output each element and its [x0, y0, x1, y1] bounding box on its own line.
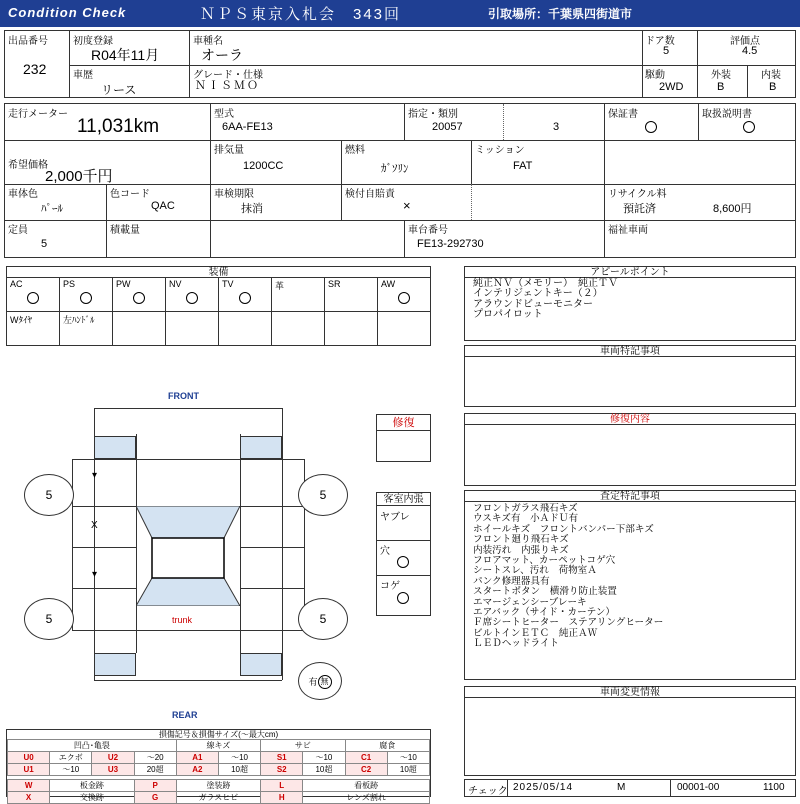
trunk-label: trunk — [172, 615, 193, 625]
vehicle-details-panel — [4, 103, 796, 258]
rear-label: REAR — [172, 710, 198, 720]
fuel-value: ｶﾞｿﾘﾝ — [381, 163, 409, 175]
appeal-panel — [464, 266, 796, 341]
legend-desc: ～10 — [303, 752, 345, 764]
equipment-cell — [7, 312, 60, 346]
cabin-ana-mark — [397, 556, 409, 568]
check-date: 2025/05/14 — [513, 782, 574, 793]
appeal-text: 純正ＮＶ（メモリー） 純正ＴＶ インテリジェントキー（２） アラウンドビューモニター プロパイロット — [473, 278, 618, 321]
door-handle-icon: ▾ — [92, 470, 98, 481]
equipment-cell — [166, 278, 219, 312]
color-value: ﾊﾟｰﾙ — [41, 203, 63, 215]
legend-code: C1 — [345, 752, 387, 764]
cabin-panel — [376, 492, 431, 616]
equipment-title: 装備 — [7, 267, 430, 278]
class-number-2: 3 — [553, 121, 560, 133]
cabin-koge-mark — [397, 592, 409, 604]
spare-label: 有 — [308, 677, 318, 687]
check-label: チェック — [468, 786, 508, 797]
repair-detail-panel — [464, 413, 796, 486]
doors-value: 5 — [663, 45, 670, 57]
equipment-present-mark — [398, 292, 410, 304]
mileage-value: 11,031km — [77, 116, 160, 137]
model-code-label: 型式 — [214, 109, 234, 120]
legend-code: H — [261, 792, 303, 804]
grade-value: ＮＩＳＭＯ — [195, 80, 260, 92]
brand-title: Condition Check — [8, 5, 127, 20]
insurance-value: × — [403, 198, 411, 213]
exterior-value: B — [717, 81, 725, 93]
equipment-cell — [60, 312, 113, 346]
legend-code: A1 — [176, 752, 218, 764]
legend-table — [7, 739, 430, 804]
color-label: 車体色 — [8, 189, 38, 200]
first-reg-label: 初度登録 — [73, 36, 113, 47]
equipment-cell — [7, 278, 60, 312]
cabin-yabure-label: ヤブレ — [380, 512, 410, 523]
class-number: 20057 — [432, 121, 463, 133]
inspection-label: 車検期限 — [214, 189, 254, 200]
equipment-present-mark — [80, 292, 92, 304]
legend-code: A2 — [176, 764, 218, 776]
mission-value: FAT — [513, 160, 533, 172]
color-code-value: QAC — [151, 200, 175, 212]
equipment-code: 革 — [275, 281, 285, 291]
cabin-koge-label: コゲ — [380, 581, 400, 592]
legend-desc: 看板跡 — [303, 780, 430, 792]
legend-code: S2 — [261, 764, 303, 776]
check-number: 00001-00 — [677, 782, 720, 793]
equipment-code: PS — [63, 279, 76, 289]
check-mark: M — [617, 782, 626, 793]
legend-desc: 10超 — [218, 764, 260, 776]
legend-code: U1 — [8, 764, 50, 776]
doors-label: ドア数 — [645, 36, 675, 47]
legend-title: 損傷記号＆損傷サイズ(～最大cm) — [158, 730, 279, 739]
equipment-option: 左ﾊﾝﾄﾞﾙ — [63, 315, 95, 325]
appeal-title: アピールポイント — [465, 267, 795, 278]
lot-number: 232 — [23, 61, 47, 77]
legend-desc: ～10 — [387, 752, 429, 764]
equipment-code: NV — [169, 279, 182, 289]
spare-mark: 無 — [318, 675, 332, 689]
displacement-label: 排気量 — [214, 145, 244, 156]
legend-code: G — [134, 792, 176, 804]
score-value: 4.5 — [742, 45, 758, 57]
legend-desc: 塗装跡 — [176, 780, 260, 792]
damage-x-mark: X — [91, 520, 98, 531]
drive-label: 駆動 — [645, 70, 665, 81]
grade-label: グレード・仕様 — [193, 70, 263, 81]
front-right-glass — [240, 436, 282, 459]
chassis-label: 車台番号 — [408, 225, 448, 236]
legend-desc: 板金跡 — [50, 780, 134, 792]
warranty-label: 保証書 — [608, 109, 638, 120]
repair-detail-title: 修復内容 — [465, 414, 795, 425]
equipment-panel — [6, 266, 431, 346]
model-name-value: オーラ — [201, 47, 243, 63]
manual-label: 取扱説明書 — [702, 109, 752, 120]
inspection-value: 抹消 — [241, 203, 263, 215]
legend-code: L — [261, 780, 303, 792]
equipment-present-mark — [27, 292, 39, 304]
inspection-notes-title: 査定特記事項 — [465, 491, 795, 502]
equipment-cell — [272, 278, 325, 312]
tire-front-right: 5 — [298, 474, 348, 516]
header-bar — [0, 0, 800, 27]
equipment-cell — [113, 312, 166, 346]
equipment-present-mark — [133, 292, 145, 304]
legend-desc: 20超 — [134, 764, 176, 776]
legend-code: W — [8, 780, 50, 792]
equipment-cell — [219, 278, 272, 312]
front-left-glass — [94, 436, 136, 459]
spare-tire — [298, 662, 342, 700]
legend-head: 線キズ — [176, 740, 260, 752]
front-label: FRONT — [168, 391, 199, 401]
first-reg-value: R04年11月 — [91, 47, 160, 63]
roof-diagram — [136, 506, 240, 606]
basic-info-panel — [4, 30, 796, 98]
legend-head: 凹凸･亀裂 — [8, 740, 177, 752]
equipment-present-mark — [186, 292, 198, 304]
equipment-code: SR — [328, 279, 341, 289]
rear-right-glass — [240, 653, 282, 676]
legend-desc: 10超 — [387, 764, 429, 776]
legend-code: U3 — [92, 764, 134, 776]
equipment-option: Wﾀｲﾔ — [10, 315, 32, 325]
displacement-value: 1200CC — [243, 160, 284, 172]
legend-code: S1 — [261, 752, 303, 764]
mileage-label: 走行メーター — [8, 109, 68, 120]
legend-desc: レンズ割れ — [303, 792, 430, 804]
history-label: 車歴 — [73, 70, 93, 81]
legend-code: P — [134, 780, 176, 792]
legend-desc: ～10 — [218, 752, 260, 764]
insurance-label: 検付自賠責 — [345, 189, 395, 200]
tire-rear-left: 5 — [24, 598, 74, 640]
door-handle-rear-icon: ▾ — [92, 569, 98, 580]
pickup-location: 引取場所：千葉県四街道市 — [488, 7, 633, 21]
cabin-title: 客室内張 — [377, 493, 430, 506]
score-label: 評価点 — [730, 36, 760, 47]
repair-title: 修復 — [377, 415, 430, 431]
color-code-label: 色コード — [110, 189, 150, 200]
model-code-value: 6AA-FE13 — [222, 121, 273, 133]
change-info-panel — [464, 686, 796, 776]
legend-desc: 交換跡 — [50, 792, 134, 804]
recycle-status: 預託済 — [623, 203, 656, 215]
fuel-label: 燃料 — [345, 145, 365, 156]
model-name-label: 車種名 — [193, 36, 223, 47]
legend-head: 腐食 — [345, 740, 430, 752]
drive-value: 2WD — [659, 81, 684, 93]
equipment-cell — [166, 312, 219, 346]
equipment-cell — [378, 312, 431, 346]
cabin-ana-label: 穴 — [380, 546, 390, 557]
car-diagram — [0, 380, 376, 725]
legend-desc: 10超 — [303, 764, 345, 776]
chassis-value: FE13-292730 — [417, 238, 484, 250]
capacity-value: 5 — [41, 238, 48, 250]
legend-code: C2 — [345, 764, 387, 776]
rear-left-glass — [94, 653, 136, 676]
footer-panel — [464, 779, 796, 797]
recycle-fee: 8,600円 — [713, 203, 752, 215]
history-value: リース — [101, 83, 137, 97]
equipment-cell — [378, 278, 431, 312]
capacity-label: 定員 — [8, 225, 28, 236]
repair-panel — [376, 414, 431, 462]
recycle-label: リサイクル料 — [608, 189, 667, 200]
equipment-cell — [113, 278, 166, 312]
special-notes-title: 車両特記事項 — [465, 346, 795, 357]
legend-desc: ～10 — [50, 764, 92, 776]
equipment-cell — [325, 312, 378, 346]
price-value: 2,000千円 — [45, 168, 113, 185]
interior-value: B — [769, 81, 777, 93]
exterior-label: 外装 — [711, 70, 731, 81]
interior-label: 内装 — [761, 70, 781, 81]
equipment-cell — [60, 278, 113, 312]
tire-rear-right: 5 — [298, 598, 348, 640]
equipment-cell — [272, 312, 325, 346]
equipment-cell — [325, 278, 378, 312]
warranty-mark — [645, 121, 657, 133]
equipment-code: AC — [10, 279, 23, 289]
lot-label: 出品番号 — [8, 36, 48, 47]
auction-title: ＮＰＳ東京入札会 343回 — [200, 6, 402, 23]
legend-desc: ～20 — [134, 752, 176, 764]
mission-label: ミッション — [475, 145, 525, 156]
inspection-notes-panel — [464, 490, 796, 680]
check-code: 1100 — [763, 782, 785, 793]
legend-desc: ガラスヒビ — [176, 792, 260, 804]
equipment-code: AW — [381, 279, 396, 289]
tire-front-left: 5 — [24, 474, 74, 516]
legend-code: U2 — [92, 752, 134, 764]
class-label: 指定・類別 — [408, 109, 458, 120]
inspection-notes-text: フロントガラス飛石キズ ウスキズ有 小ＡドＵ有 ホイールキズ フロントバンパー下部キズ フロント廻り飛石キズ 内装汚れ 内張りキズ フロアマット、カーペットコゲ穴 シートスレ、汚れ 荷物室Ａ パンク修理器具有 スタートボタン 横滑り防止装置 エマージェンシーブレーキ エアバック（サイド・カーテン） Ｆ席シートヒーター ステアリングヒーター ビルトインＥＴＣ 純正ＡＷ ＬＥＤヘッドライト — [473, 503, 664, 650]
load-label: 積載量 — [110, 225, 140, 236]
welfare-label: 福祉車両 — [608, 225, 648, 236]
price-label: 希望価格 — [8, 160, 48, 171]
legend-code: U0 — [8, 752, 50, 764]
equipment-code: TV — [222, 279, 234, 289]
damage-legend — [6, 729, 431, 802]
special-notes-panel — [464, 345, 796, 407]
legend-desc: エクボ — [50, 752, 92, 764]
equipment-cell — [219, 312, 272, 346]
legend-code: X — [8, 792, 50, 804]
change-info-title: 車両変更情報 — [465, 687, 795, 698]
manual-mark — [743, 121, 755, 133]
equipment-code: PW — [116, 279, 131, 289]
legend-head: サビ — [261, 740, 345, 752]
equipment-present-mark — [239, 292, 251, 304]
